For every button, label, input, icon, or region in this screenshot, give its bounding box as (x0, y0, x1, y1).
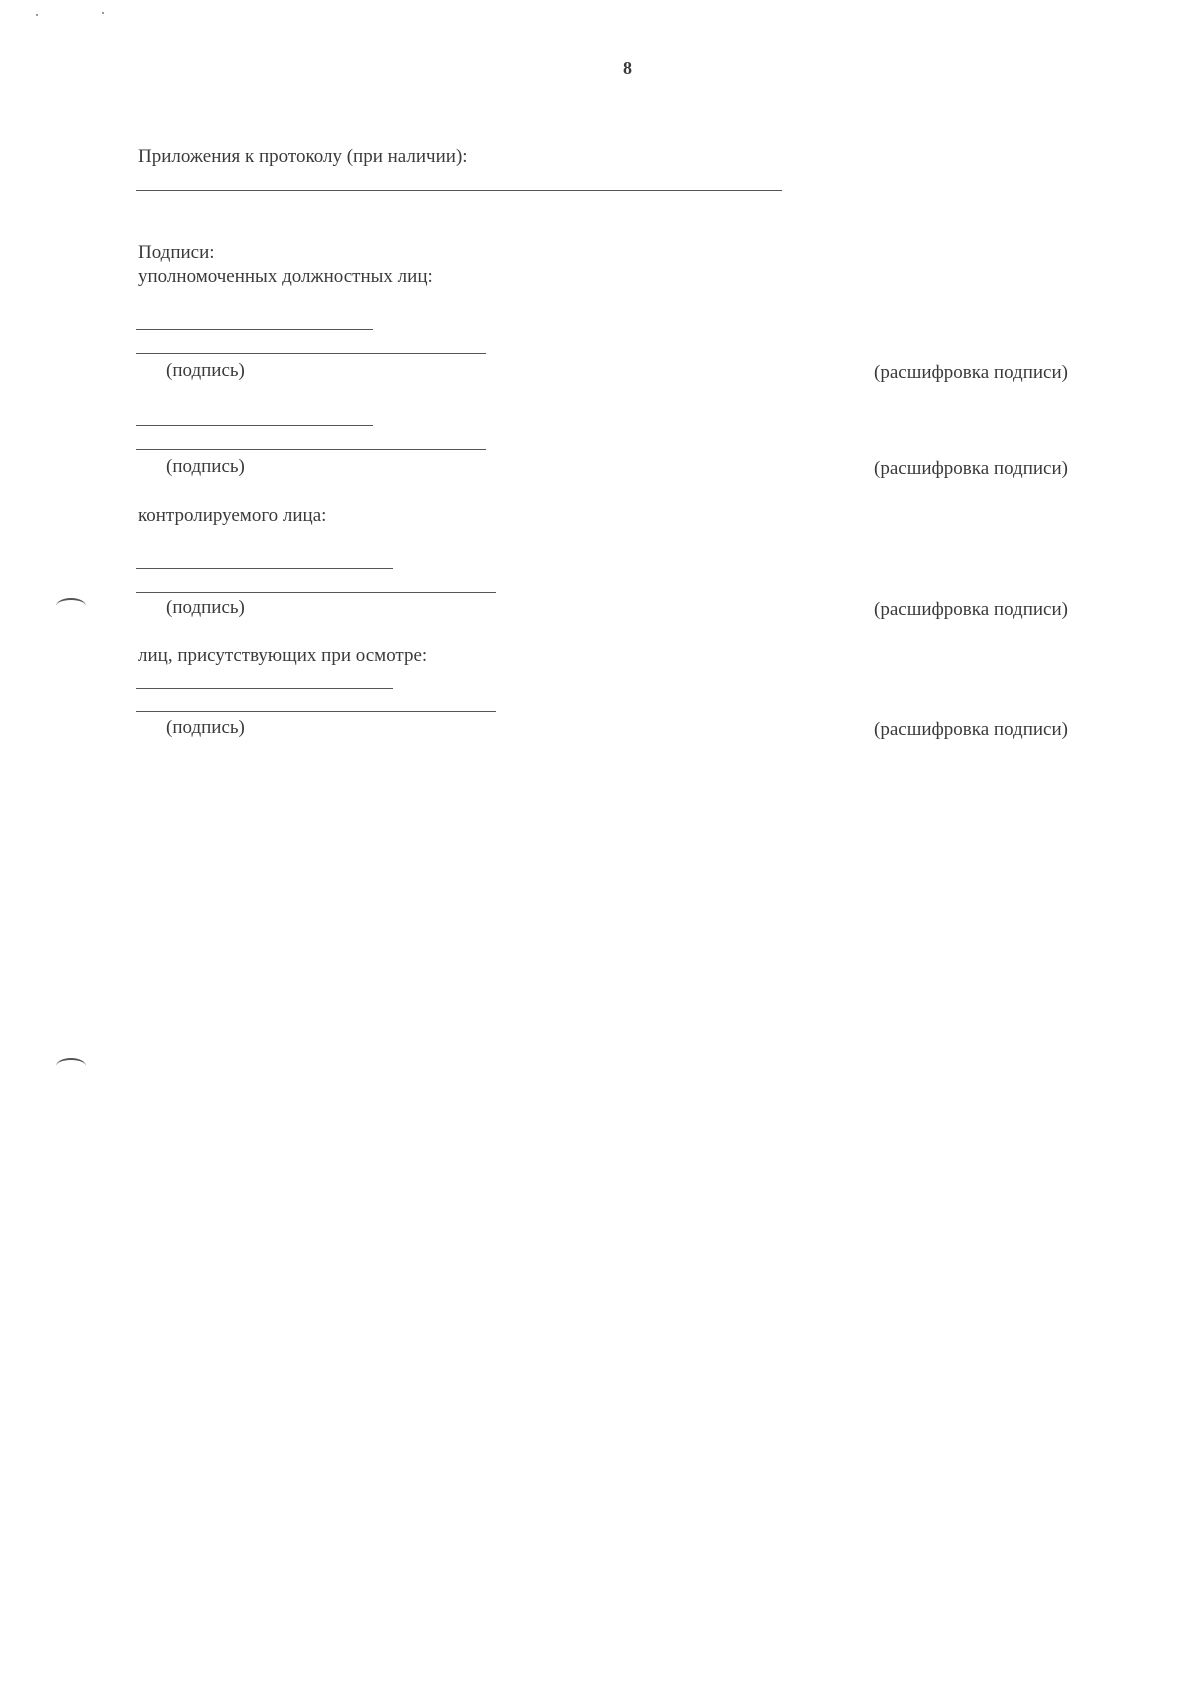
present-persons-label: лиц, присутствующих при осмотре: (138, 645, 428, 666)
punch-hole-mark (56, 598, 86, 614)
attachments-label: Приложения к протоколу (при наличии): (138, 146, 468, 167)
signature-line (136, 711, 496, 712)
signature-caption: (подпись) (166, 360, 245, 381)
signature-caption: (подпись) (166, 717, 245, 738)
signature-line-short (136, 425, 373, 426)
scan-speck (102, 12, 104, 14)
page-number: 8 (623, 58, 632, 78)
signature-decoding-caption: (расшифровка подписи) (874, 458, 1068, 479)
signature-line-short (136, 568, 393, 569)
punch-hole-mark (56, 1058, 86, 1074)
scan-speck (36, 14, 38, 16)
signature-line-short (136, 688, 393, 689)
signature-decoding-caption: (расшифровка подписи) (874, 599, 1068, 620)
signature-caption: (подпись) (166, 456, 245, 477)
signature-decoding-caption: (расшифровка подписи) (874, 362, 1068, 383)
signature-line (136, 353, 486, 354)
controlled-person-label: контролируемого лица: (138, 505, 327, 526)
attachments-line (136, 190, 782, 191)
signature-line (136, 592, 496, 593)
signature-line (136, 449, 486, 450)
officials-label: уполномоченных должностных лиц: (138, 266, 433, 287)
signature-line-short (136, 329, 373, 330)
signature-decoding-caption: (расшифровка подписи) (874, 719, 1068, 740)
signatures-heading: Подписи: (138, 242, 215, 263)
signature-caption: (подпись) (166, 597, 245, 618)
